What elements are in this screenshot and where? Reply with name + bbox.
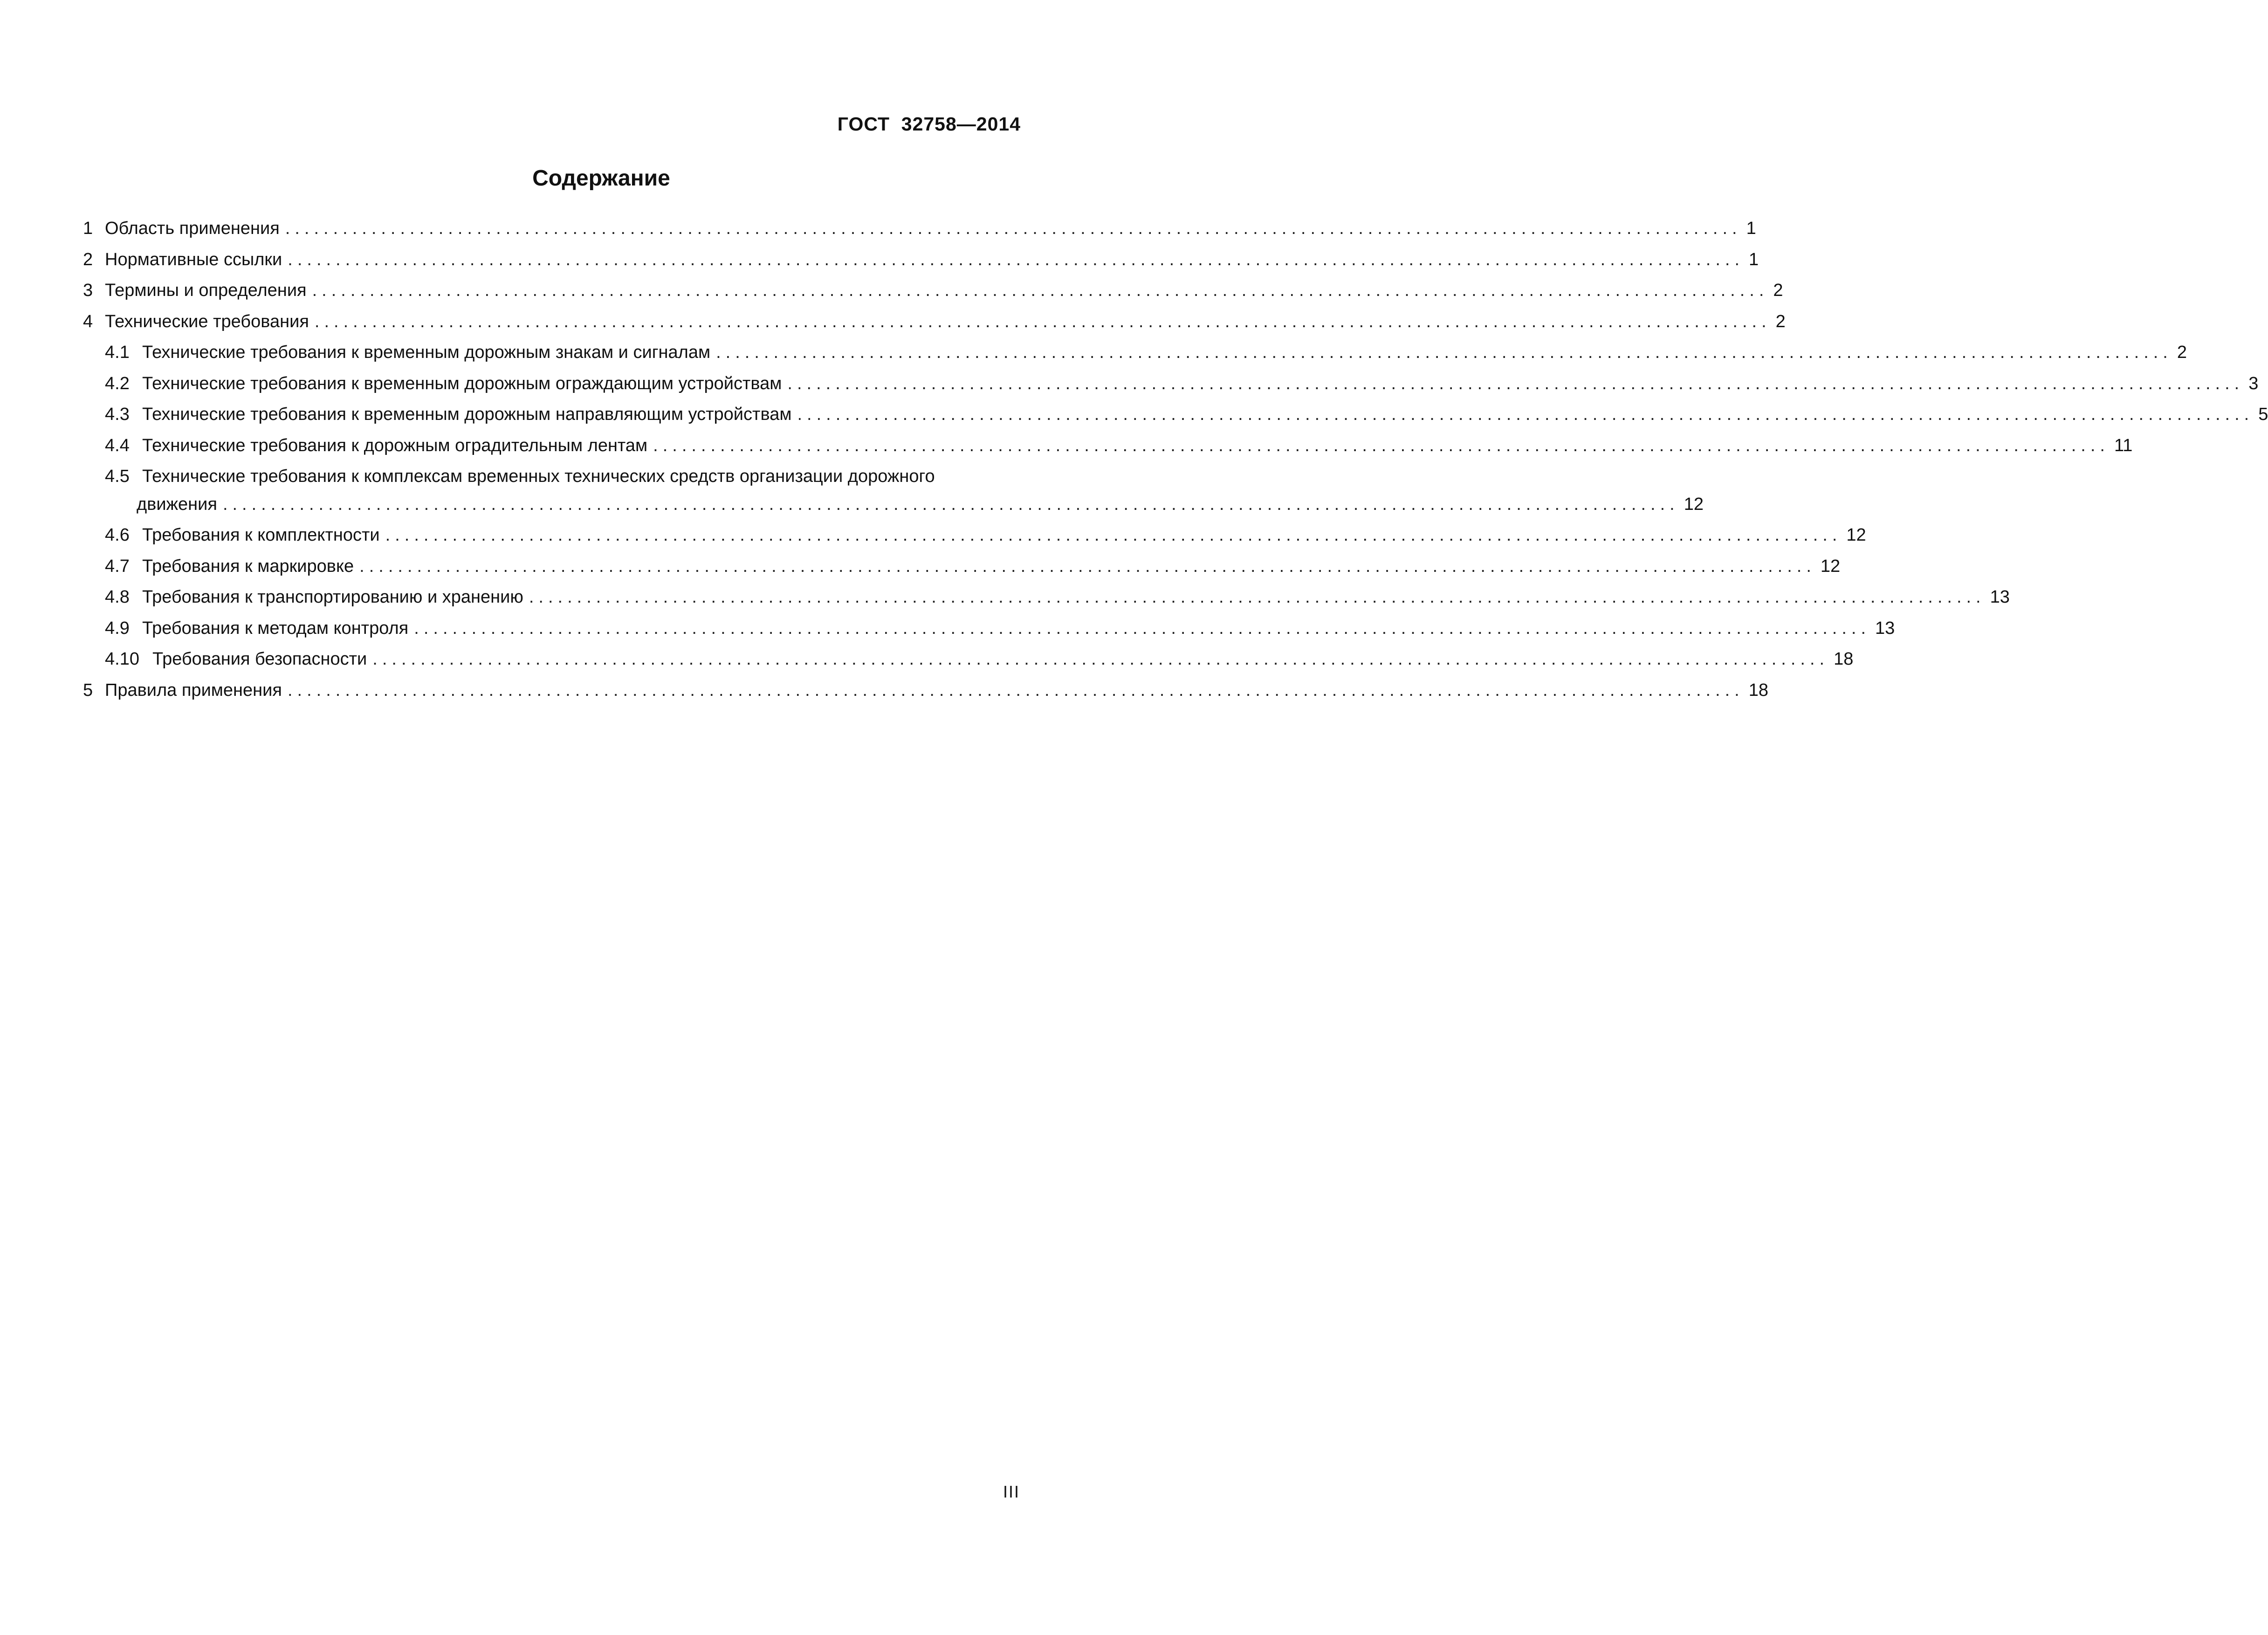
toc-entry-page: 13 [1875,618,1895,638]
dot-leader: ........................................................................................................................................................ [314,311,1771,331]
toc-entry-number: 4.9 [105,618,130,638]
toc-entry-label: Технические требования [105,311,309,331]
dot-leader: ........................................................................................................................................................ [285,219,1742,238]
dot-leader: ........................................................................................................................................................ [414,618,1871,638]
toc-entry-page: 12 [1684,495,1704,514]
toc-entry-page: 18 [1748,680,1769,700]
toc-entry-page: 2 [1775,311,1786,331]
dot-leader: ........................................................................................................................................................ [287,680,1744,700]
toc-entry-number: 5 [83,680,93,700]
page-folio: III [1003,1482,1020,1501]
toc-entry-label: Требования к транспортированию и хранению [142,587,523,607]
toc-entry-number: 4.4 [105,435,130,455]
toc-entry-label: Требования безопасности [152,649,367,669]
toc-entry[interactable] [83,370,2259,401]
dot-leader: ........................................................................................................................................................ [787,373,2244,393]
table-of-contents [83,214,2268,707]
toc-entry[interactable] [83,614,1895,646]
toc-entry-label: Требования к методам контроля [142,618,409,638]
toc-entry-number: 4.2 [105,373,130,393]
toc-entry-label: Технические требования к временным дорожным ограждающим устройствам [142,373,782,393]
toc-entry-label: Область применения [105,219,280,238]
toc-entry[interactable] [83,432,2133,463]
toc-entry-page: 13 [1990,587,2010,607]
toc-entry-number: 4.5 [105,467,130,486]
dot-leader: ........................................................................................................................................................ [529,587,1986,607]
dot-leader: ........................................................................................................................................................ [716,343,2172,362]
toc-entry-label: Термины и определения [105,281,307,300]
toc-entry[interactable] [83,645,1854,676]
toc-entry[interactable] [83,214,1756,246]
toc-entry-number: 4.7 [105,556,130,576]
dot-leader: ........................................................................................................................................................ [385,525,1842,545]
toc-entry-label: Технические требования к временным дорожным знакам и сигналам [142,343,711,362]
toc-entry[interactable] [83,276,1783,308]
toc-entry-label: Нормативные ссылки [105,249,282,269]
toc-entry-page: 1 [1749,249,1759,269]
dot-leader: ........................................................................................................................................................ [372,649,1829,669]
toc-entry[interactable] [83,338,2187,370]
toc-entry[interactable] [83,583,2010,614]
toc-entry-label: Технические требования к дорожным оградительным лентам [142,435,648,455]
toc-entry-page: 5 [2258,405,2268,424]
toc-entry-label: Требования к маркировке [142,556,354,576]
toc-entry[interactable] [83,521,1866,552]
toc-entry-number: 2 [83,249,93,269]
toc-entry[interactable] [83,676,1769,708]
toc-entry-number: 3 [83,281,93,300]
toc-entry-label-continuation: движения [137,495,217,514]
toc-entry-number: 4.8 [105,587,130,607]
toc-entry-page: 12 [1846,525,1866,545]
toc-entry[interactable] [83,400,2268,432]
toc-entry-page: 11 [2114,435,2133,455]
toc-entry-page: 18 [1834,649,1854,669]
toc-entry-number: 4.10 [105,649,139,669]
toc-entry-label: Требования к комплектности [142,525,380,545]
toc-entry-number: 4.6 [105,525,130,545]
toc-entry-page: 3 [2248,373,2259,393]
dot-leader: ........................................................................................................................................................ [797,405,2254,424]
toc-entry[interactable] [83,308,1786,339]
document-code: ГОСТ 32758—2014 [837,113,1021,135]
toc-entry-number: 1 [83,219,93,238]
dot-leader: ........................................................................................................................................................ [312,281,1769,300]
toc-entry-number: 4 [83,311,93,331]
toc-entry-page: 1 [1746,219,1756,238]
toc-entry[interactable] [83,246,1759,277]
toc-entry-page: 2 [1773,281,1783,300]
toc-entry-number: 4.1 [105,343,130,362]
dot-leader: ........................................................................................................................................................ [359,556,1816,576]
dot-leader: ........................................................................................................................................................ [222,495,1679,514]
dot-leader: ........................................................................................................................................................ [653,435,2110,455]
toc-entry-label: Технические требования к комплексам временных технических средств организации дорожного [142,467,935,486]
toc-entry-label: Технические требования к временным дорожным направляющим устройствам [142,405,792,424]
toc-entry-number: 4.3 [105,405,130,424]
toc-entry-page: 12 [1820,556,1841,576]
toc-entry[interactable] [83,462,1704,521]
toc-entry-page: 2 [2177,343,2187,362]
dot-leader: ........................................................................................................................................................ [288,249,1745,269]
toc-title: Содержание [532,166,670,191]
toc-entry[interactable] [83,552,1841,584]
toc-entry-label: Правила применения [105,680,282,700]
